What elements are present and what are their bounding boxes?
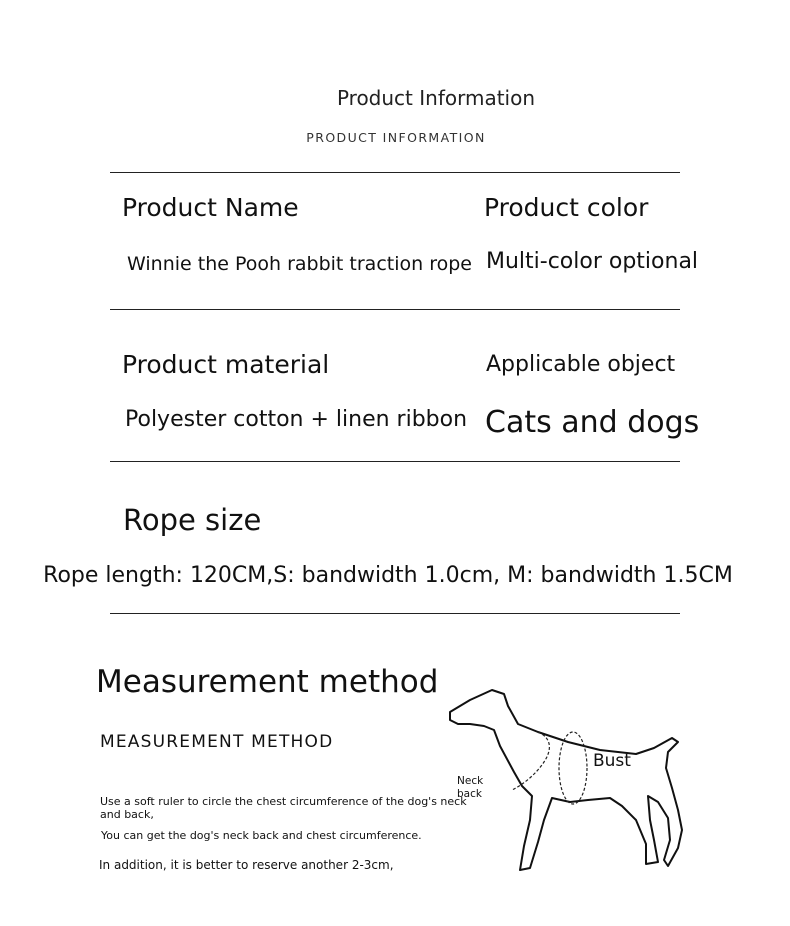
divider-2 [110,461,680,462]
bust-label: Bust [593,751,631,771]
neck-label-line-2: back [457,788,482,800]
page-subtitle: PRODUCT INFORMATION [306,130,486,145]
neck-measure-line [512,732,549,790]
divider-top [110,172,680,173]
neck-back-label [457,775,483,801]
product-name-label: Product Name [122,193,299,222]
product-color-label: Product color [484,193,649,222]
measurement-title: Measurement method [96,664,439,700]
divider-3 [110,613,680,614]
product-color-value: Multi-color optional [486,249,699,274]
applicable-object-label: Applicable object [486,352,676,377]
rope-length-text: Rope length: 120CM,S: bandwidth 1.0cm, M: bandwidth 1.5CM [43,563,733,588]
product-material-label: Product material [122,350,330,379]
product-name-value: Winnie the Pooh rabbit traction rope [127,253,472,275]
applicable-object-value: Cats and dogs [485,405,700,440]
product-material-value: Polyester cotton + linen ribbon [125,407,468,432]
measurement-note-3: In addition, it is better to reserve another 2-3cm, [99,858,394,872]
measurement-subtitle: MEASUREMENT METHOD [100,732,334,752]
dog-body-outline [450,690,682,870]
rope-size-label: Rope size [123,503,262,537]
divider-1 [110,309,680,310]
neck-label-line-1: Neck [457,775,484,787]
page-title: Product Information [336,86,536,110]
measurement-note-1: Use a soft ruler to circle the chest circumference of the dog's neck and back, [100,795,467,821]
measurement-note-2: You can get the dog's neck back and chest circumference. [101,829,422,842]
